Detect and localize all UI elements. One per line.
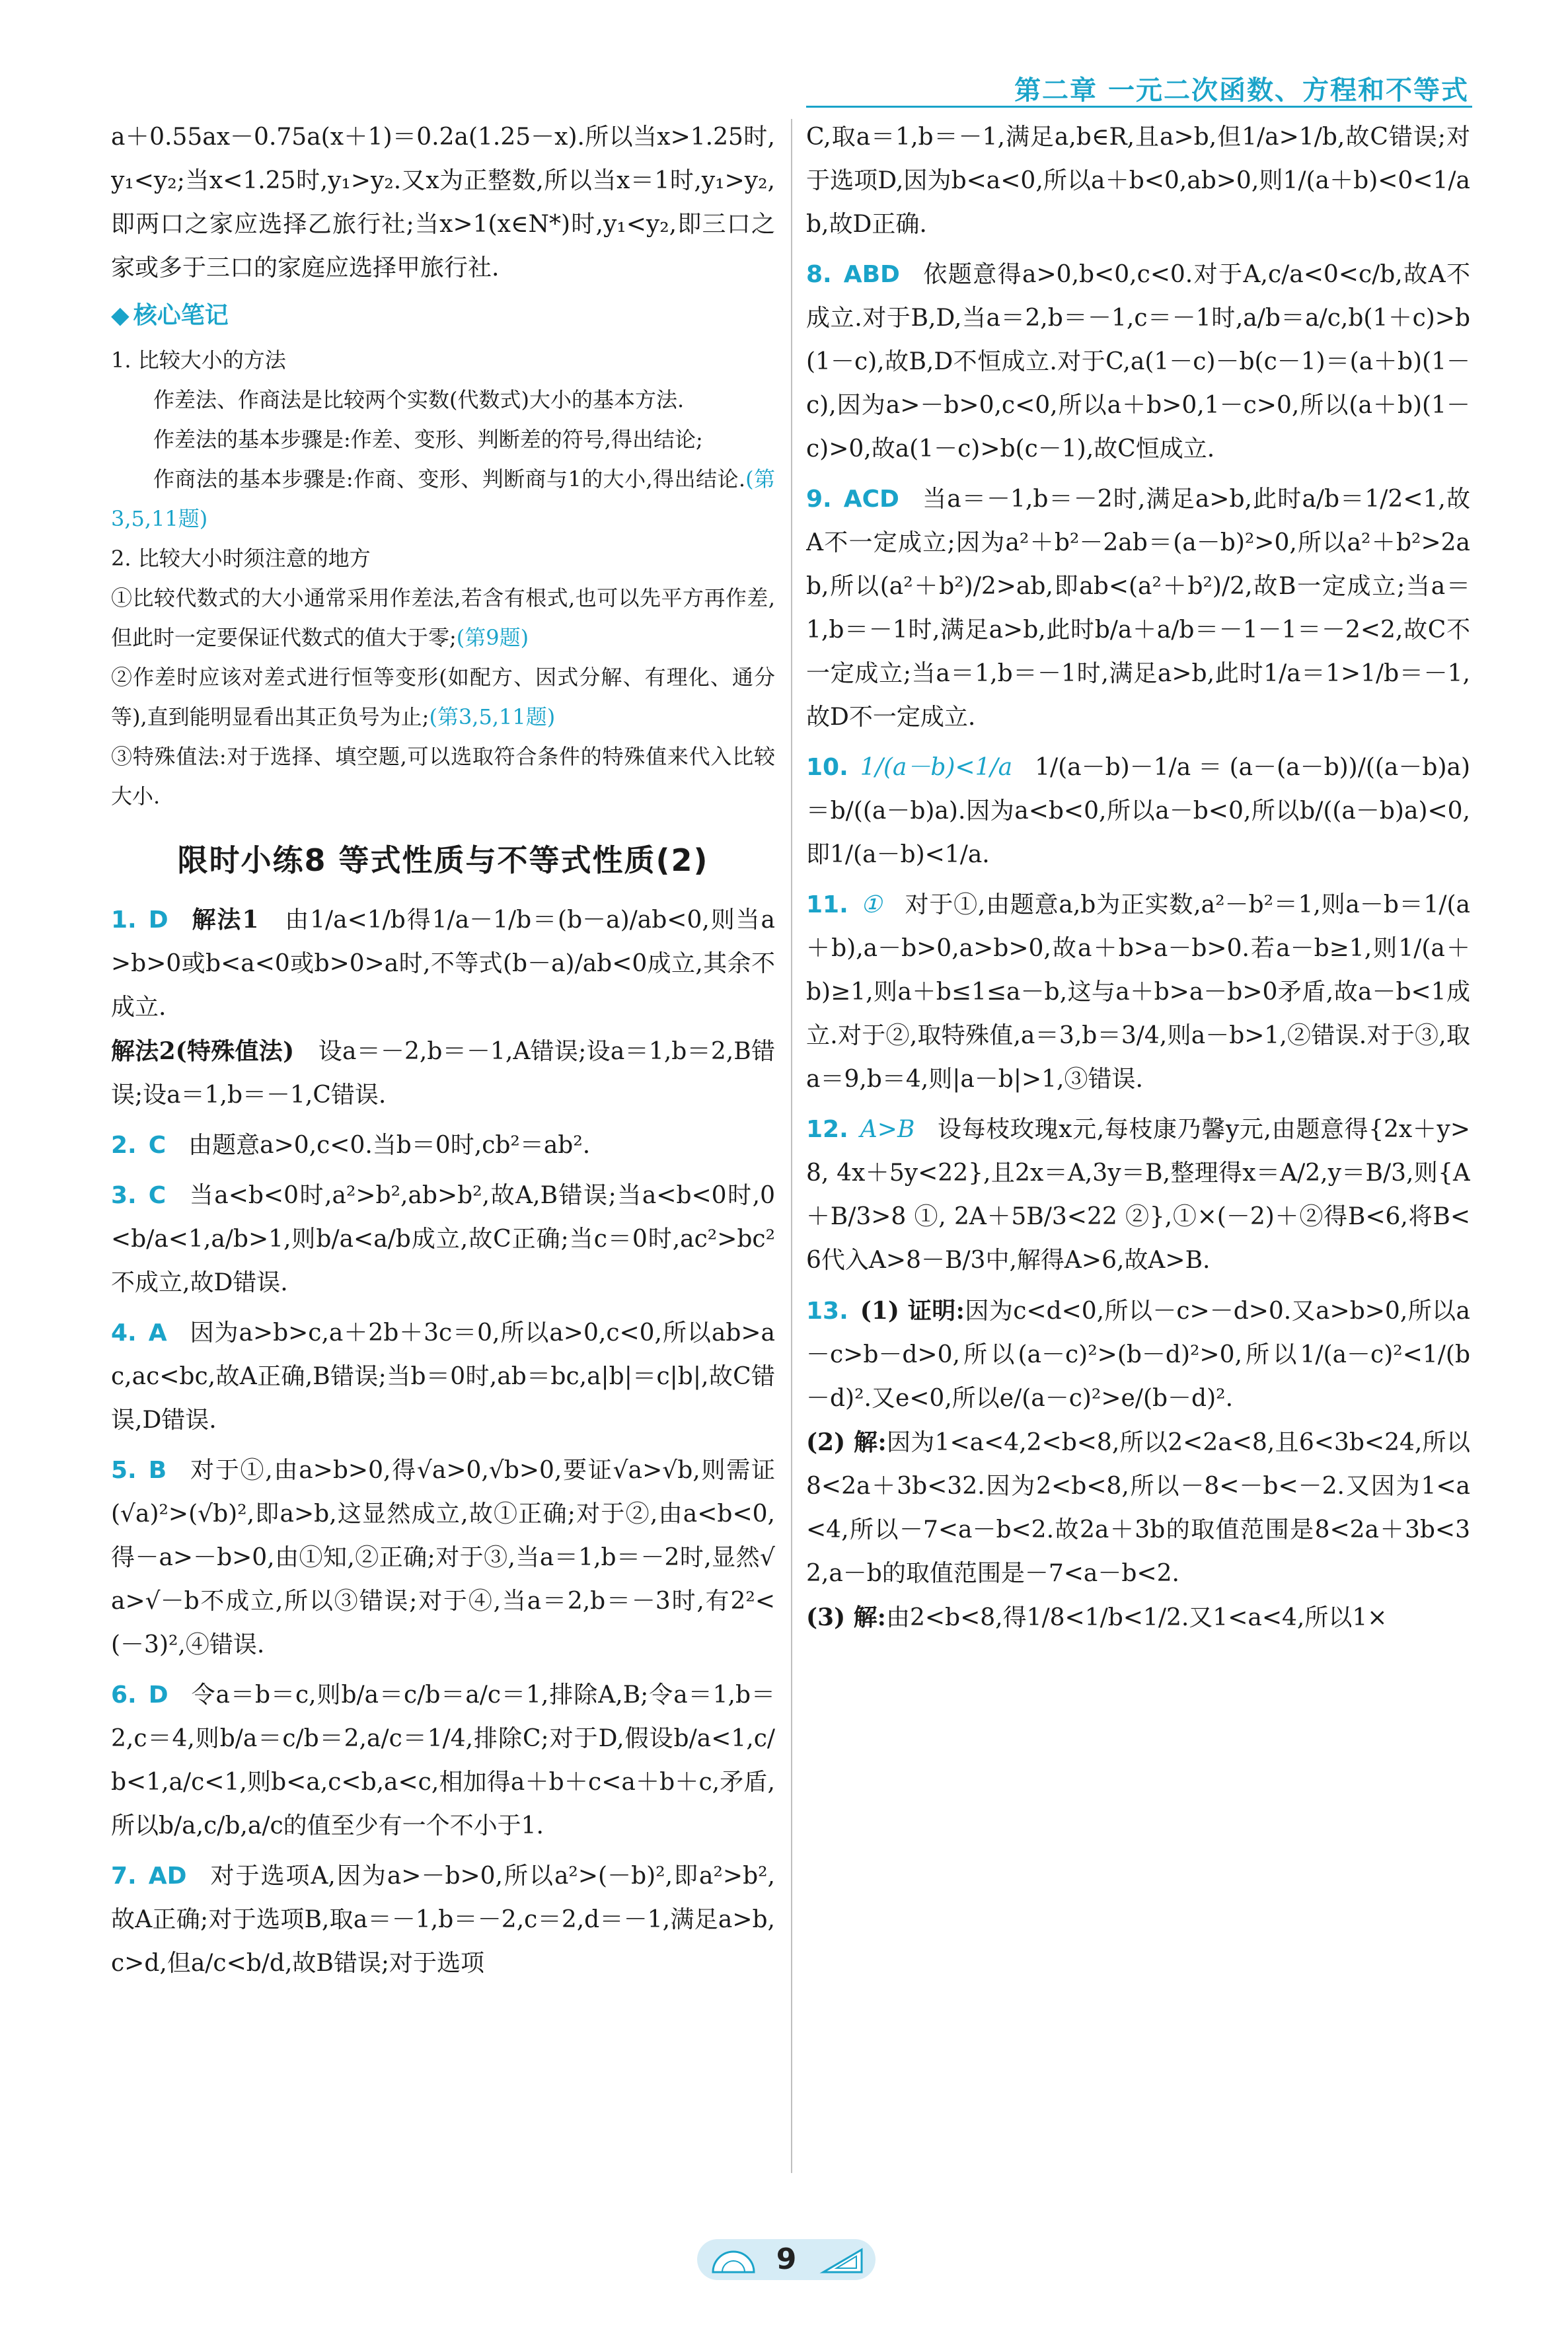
core-notes bbox=[111, 340, 775, 816]
note-para-3 bbox=[111, 459, 775, 538]
q3-answer: C bbox=[148, 1182, 167, 1209]
q7-number: 7. bbox=[111, 1863, 137, 1890]
right-column bbox=[806, 116, 1470, 2173]
q12-answer: A>B bbox=[860, 1116, 915, 1143]
intro-paragraph: a＋0.55ax－0.75a(x＋1)＝0.2a(1.25－x).所以当x>1.25时,y₁<y₂;当x<1.25时,y₁>y₂.又x为正整数,所以当x＝1时,y₁>y₂,即两口之家应选择乙旅行社;当x>1(x∈N*)时,y₁<y₂,即三口之家或多于三口的家庭应选择甲旅行社. bbox=[111, 124, 775, 281]
answer-item-13 bbox=[806, 1289, 1470, 1640]
q6-text: 令a＝b＝c,则b/a＝c/b＝a/c＝1,排除A,B;令a＝1,b＝2,c＝4,则b/a＝c/b＝2,a/c＝1/4,排除C;对于D,假设b/a<1,c/b<1,a/c<1,则b<a,c<b,a<c,相加得a＋b＋c<a＋b＋c,矛盾,所以b/a,c/b,a/c的值至少有一个不小于1. bbox=[111, 1681, 775, 1839]
q13-part-1-label: (1) 证明: bbox=[860, 1297, 965, 1325]
answer-item-4 bbox=[111, 1311, 775, 1442]
q7-answer: AD bbox=[148, 1863, 187, 1890]
q13-part-3-text: 由2<b<8,得1/8<1/b<1/2.又1<a<4,所以1× bbox=[885, 1604, 1388, 1631]
page-number: 9 bbox=[776, 2242, 797, 2276]
q4-text: 因为a>b>c,a＋2b＋3c＝0,所以a>0,c<0,所以ab>ac,ac<bc,故A正确,B错误;当b＝0时,ab＝bc,a|b|＝c|b|,故C错误,D错误. bbox=[111, 1319, 775, 1434]
q5-answer: B bbox=[148, 1457, 167, 1484]
q10-text: 1/(a－b)－1/a＝(a－(a－b))/((a－b)a)＝b/((a－b)a).因为a<b<0,所以a－b<0,所以b/((a－b)a)<0,即1/(a－b)<1/a. bbox=[806, 754, 1470, 868]
answer-item-10 bbox=[806, 746, 1470, 877]
q2-text: 由题意a>0,c<0.当b＝0时,cb²＝ab². bbox=[188, 1132, 591, 1159]
answer-item-7 bbox=[111, 1855, 775, 1985]
q6-number: 6. bbox=[111, 1681, 137, 1709]
note-point-2-text: ②作差时应该对差式进行恒等变形(如配方、因式分解、有理化、通分等),直到能明显看出其正负号为止; bbox=[111, 665, 775, 729]
answer-item-5 bbox=[111, 1449, 775, 1667]
answer-item-2 bbox=[111, 1124, 775, 1167]
q9-number: 9. bbox=[806, 486, 832, 513]
triangle-ruler-icon bbox=[819, 2246, 866, 2275]
note-para-2: 作差法的基本步骤是:作差、变形、判断差的符号,得出结论; bbox=[153, 427, 703, 452]
diamond-icon: ◆ bbox=[111, 302, 130, 329]
answer-item-6 bbox=[111, 1674, 775, 1848]
q7-text: 对于选项A,因为a>－b>0,所以a²>(－b)²,即a²>b²,故A正确;对于选项B,取a＝－1,b＝－2,c＝2,d＝－1,满足a>b,c>d,但a/c<b/d,故B错误;对于选项 bbox=[111, 1863, 775, 1977]
note-ref-2: (第9题) bbox=[456, 625, 529, 650]
q13-part-2-label: (2) 解: bbox=[806, 1428, 887, 1456]
q12-number: 12. bbox=[806, 1116, 848, 1143]
page-footer bbox=[0, 2226, 1568, 2299]
q5-number: 5. bbox=[111, 1457, 137, 1484]
note-ref-1: (第3,5,11题) bbox=[111, 466, 775, 531]
chapter-title: 第二章 一元二次函数、方程和不等式 bbox=[1014, 75, 1469, 106]
note-point-1-text: ①比较代数式的大小通常采用作差法,若含有根式,也可以先平方再作差,但此时一定要保证代数式的值大于零; bbox=[111, 585, 775, 650]
q11-number: 11. bbox=[806, 891, 848, 918]
answer-item-11 bbox=[806, 883, 1470, 1101]
q8-answer: ABD bbox=[843, 261, 900, 288]
q13-part-2 bbox=[806, 1421, 1470, 1596]
q8-text: 依题意得a>0,b<0,c<0.对于A,c/a<0<c/b,故A不成立.对于B,D,当a＝2,b＝－1,c＝－1时,a/b＝a/c,b(1＋c)>b(1－c),故B,D不恒成立.对于C,a(1－c)－b(c－1)＝(a＋b)(1－c),因为a>－b>0,c<0,所以a＋b>0,1－c>0,所以(a＋b)(1－c)>0,故a(1－c)>b(c－1),故C恒成立. bbox=[806, 261, 1470, 462]
notes-title bbox=[111, 294, 775, 338]
q1-method-1-text: 由1/a<1/b得1/a－1/b＝(b－a)/ab<0,则当a>b>0或b<a<0或b>0>a时,不等式(b－a)/ab<0成立,其余不成立. bbox=[111, 906, 775, 1021]
q13-part-1-text: 因为c<d<0,所以－c>－d>0.又a>b>0,所以a－c>b－d>0,所以(a－c)²>(b－d)²>0,所以1/(a－c)²<1/(b－d)².又e<0,所以e/(a－c)²>e/(b－d)². bbox=[806, 1298, 1470, 1412]
note-para-3-text: 作商法的基本步骤是:作商、变形、判断商与1的大小,得出结论. bbox=[153, 466, 746, 492]
q4-answer: A bbox=[148, 1319, 167, 1347]
page-header bbox=[0, 0, 1568, 126]
q7-continuation: C,取a＝1,b＝－1,满足a,b∈R,且a>b,但1/a>1/b,故C错误;对于选项D,因为b<a<0,所以a＋b<0,ab>0,则1/(a＋b)<0<1/ab,故D正确. bbox=[806, 124, 1470, 238]
answer-item-9 bbox=[806, 478, 1470, 739]
q3-text: 当a<b<0时,a²>b²,ab>b²,故A,B错误;当a<b<0时,0<b/a<1,a/b>1,则b/a<a/b成立,故C正确;当c＝0时,ac²>bc²不成立,故D错误. bbox=[111, 1182, 775, 1296]
protractor-icon bbox=[710, 2246, 757, 2275]
q6-answer: D bbox=[148, 1681, 168, 1709]
q1-number: 1. bbox=[111, 906, 137, 934]
answer-item-8 bbox=[806, 253, 1470, 471]
answer-item-12 bbox=[806, 1108, 1470, 1282]
q13-part-3 bbox=[806, 1596, 1470, 1640]
q1-method-2-label: 解法2(特殊值法) bbox=[111, 1037, 295, 1065]
header-rule bbox=[806, 106, 1472, 108]
note-point-2 bbox=[111, 657, 775, 737]
notes-title-text: 核心笔记 bbox=[133, 302, 229, 329]
q12-text: 设每枝玫瑰x元,每枝康乃馨y元,由题意得{2x＋y>8, 4x＋5y<22},且2x＝A,3y＝B,整理得x＝A/2,y＝B/3,则{A＋B/3>8 ①, 2A＋5B/3<22 ②},①×(－2)＋②得B<6,将B<6代入A>8－B/3中,解得A>6,故A>B. bbox=[806, 1116, 1470, 1274]
q13-part-2-text: 因为1<a<4,2<b<8,所以2<2a<8,且6<3b<24,所以8<2a＋3b<32.因为2<b<8,所以－8<－b<－2.又因为1<a<4,所以－7<a－b<2.故2a＋3b的取值范围是8<2a＋3b<32,a－b的取值范围是－7<a－b<2. bbox=[806, 1429, 1470, 1587]
q9-answer: ACD bbox=[843, 486, 899, 513]
q1-method-1 bbox=[111, 898, 775, 1029]
q9-text: 当a＝－1,b＝－2时,满足a>b,此时a/b＝1/2<1,故A不一定成立;因为a²＋b²－2ab＝(a－b)²>0,所以a²＋b²>2ab,所以(a²＋b²)/2>ab,即ab<(a²＋b²)/2,故B一定成立;当a＝1,b＝－1时,满足a>b,此时b/a＋a/b＝－1－1＝－2<2,故C不一定成立;当a＝1,b＝－1时,满足a>b,此时1/a＝1>1/b＝－1,故D不一定成立. bbox=[806, 486, 1470, 731]
answer-item-3 bbox=[111, 1174, 775, 1305]
note-ref-3: (第3,5,11题) bbox=[429, 704, 556, 729]
q11-text: 对于①,由题意a,b为正实数,a²－b²＝1,则a－b＝1/(a＋b),a－b>0,a>b>0,故a＋b>a－b>0.若a－b≥1,则1/(a＋b)≥1,则a＋b≤1≤a－b,这与a＋b>a－b>0矛盾,故a－b<1成立.对于②,取特殊值,a＝3,b＝3/4,则a－b>1,②错误.对于③,取a＝9,b＝4,则|a－b|>1,③错误. bbox=[806, 891, 1470, 1093]
q13-number: 13. bbox=[806, 1298, 848, 1325]
q10-answer: 1/(a－b)<1/a bbox=[860, 754, 1013, 781]
answer-item-1 bbox=[111, 898, 775, 1117]
q8-number: 8. bbox=[806, 261, 832, 288]
q11-answer: ① bbox=[860, 891, 883, 918]
q3-number: 3. bbox=[111, 1182, 137, 1209]
q5-text: 对于①,由a>b>0,得√a>0,√b>0,要证√a>√b,则需证(√a)²>(√b)²,即a>b,这显然成立,故①正确;对于②,由a<b<0,得－a>－b>0,由①知,②正确;对于③,当a＝1,b＝－2时,显然√a>√－b不成立,所以③错误;对于④,当a＝2,b＝－3时,有2²<(－3)²,④错误. bbox=[111, 1457, 775, 1658]
q1-method-2 bbox=[111, 1029, 775, 1117]
q2-answer: C bbox=[148, 1132, 167, 1159]
note-heading-1: 1. 比较大小的方法 bbox=[111, 348, 286, 373]
left-column bbox=[111, 116, 775, 2173]
q13-part-1 bbox=[806, 1289, 1470, 1421]
q1-method-2-text: 设a＝－2,b＝－1,A错误;设a＝1,b＝2,B错误;设a＝1,b＝－1,C错误. bbox=[111, 1038, 775, 1109]
note-para-1: 作差法、作商法是比较两个实数(代数式)大小的基本方法. bbox=[153, 387, 685, 412]
q13-part-3-label: (3) 解: bbox=[806, 1604, 886, 1631]
note-point-1 bbox=[111, 578, 775, 657]
q1-method-1-label: 解法1 bbox=[190, 906, 259, 934]
q1-answer: D bbox=[148, 906, 168, 934]
section-title: 限时小练8 等式性质与不等式性质(2) bbox=[177, 842, 709, 878]
q10-number: 10. bbox=[806, 754, 848, 781]
q2-number: 2. bbox=[111, 1132, 137, 1159]
q4-number: 4. bbox=[111, 1319, 137, 1347]
note-heading-2: 2. 比较大小时须注意的地方 bbox=[111, 546, 371, 571]
column-divider bbox=[791, 119, 792, 2173]
note-point-3: ③特殊值法:对于选择、填空题,可以选取符合条件的特殊值来代入比较大小. bbox=[111, 744, 775, 809]
